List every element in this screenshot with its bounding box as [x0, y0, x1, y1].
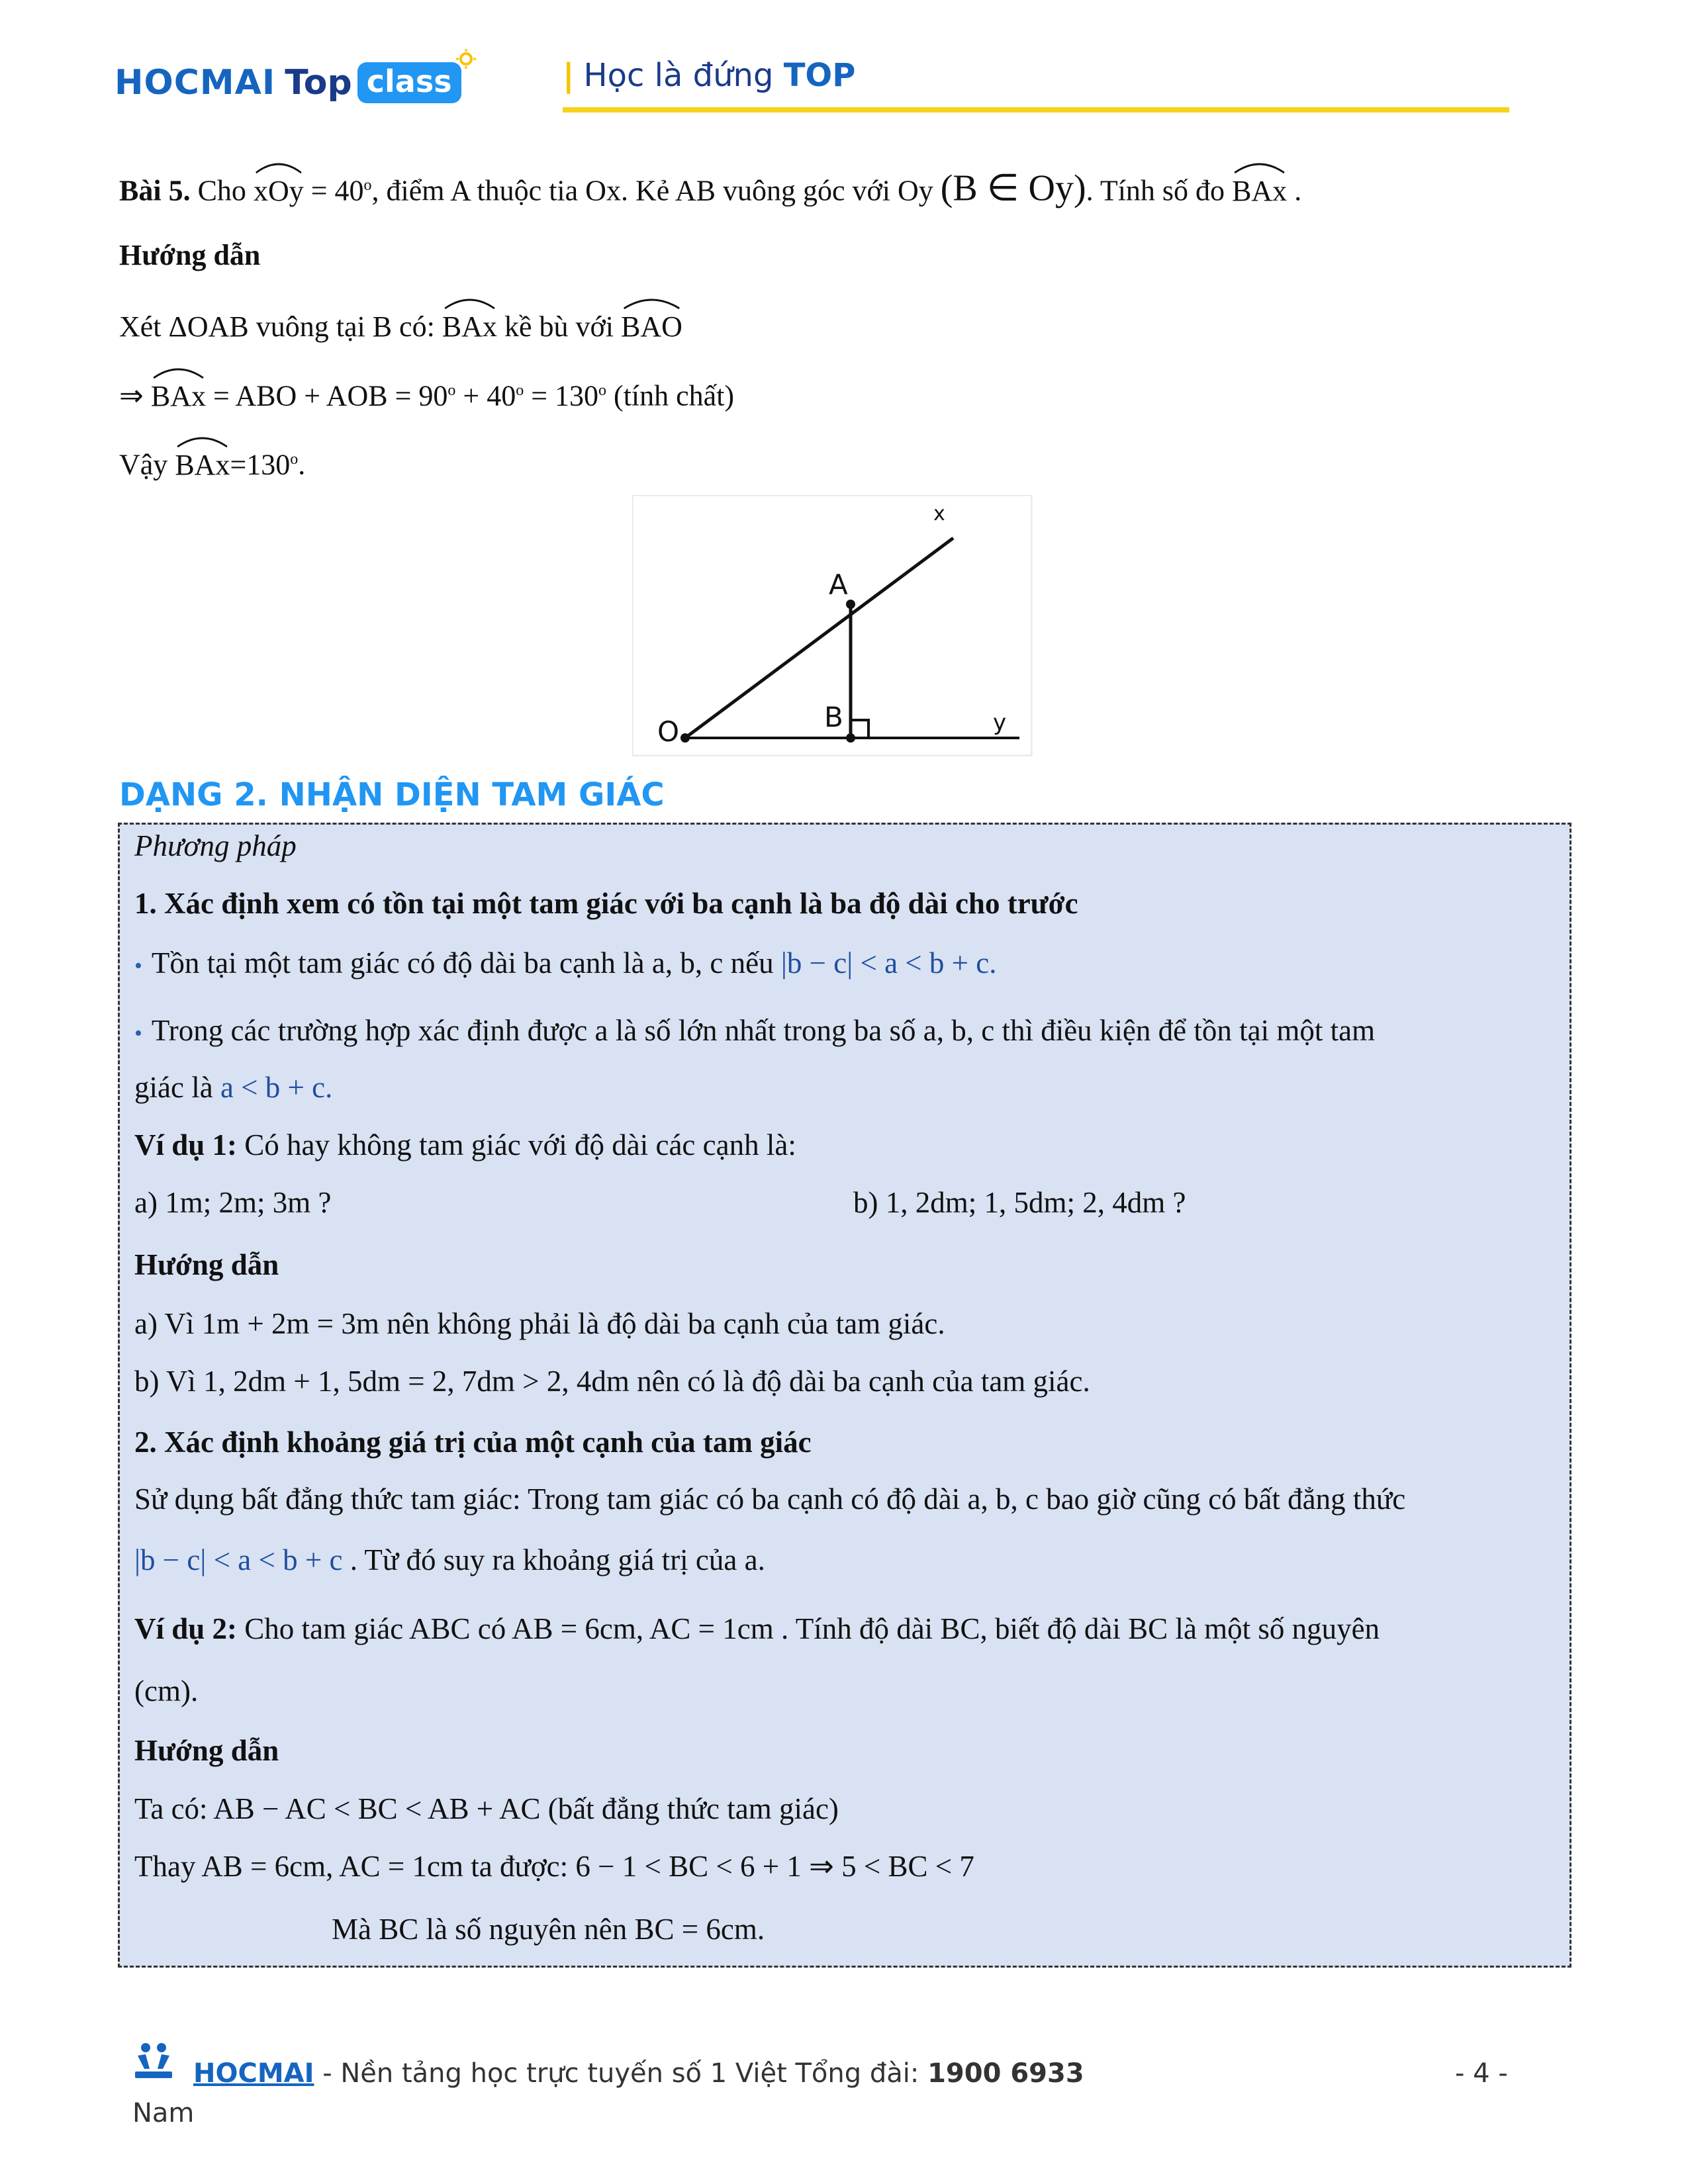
footer-tel-number: 1900 6933 [927, 2058, 1084, 2089]
bai5-label: Bài 5. [119, 174, 191, 207]
footer-tel-label: Tổng đài: [795, 2058, 928, 2089]
angle-BAO [621, 304, 682, 345]
text: Xét ΔOAB vuông tại B có: [119, 310, 442, 343]
angle-BAx [1232, 169, 1287, 210]
label-O: O [657, 715, 680, 748]
sun-icon [456, 49, 476, 69]
example-2-cont: (cm). [134, 1674, 199, 1707]
text: . Tính số đo [1086, 174, 1233, 207]
angle-text: BAx [150, 379, 206, 412]
text: . Từ đó suy ra khoảng giá trị của a. [342, 1543, 765, 1576]
point-O [680, 733, 690, 743]
angle-text: xOy [253, 174, 304, 207]
example-label: Ví dụ 2: [134, 1612, 238, 1645]
example-label: Ví dụ 1: [134, 1128, 238, 1161]
slogan [563, 57, 855, 94]
bullet-2 [134, 1011, 1375, 1053]
slogan-top: TOP [783, 57, 856, 94]
footer-brand-link[interactable]: HOCMAI [193, 2058, 314, 2089]
slogan-bar: | [563, 57, 575, 94]
math: |b − c| < a < b + c. [780, 946, 997, 979]
text: = 130 [524, 379, 599, 412]
solution-2-a: Ta có: AB − AC < BC < AB + AC (bất đẳng thức tam giác) [134, 1792, 839, 1825]
text: = 40 [303, 174, 364, 207]
bai5-problem: Bài 5. Cho xOy = $40^o$, điểm A thuộc tia Ox. Kẻ AB vuông góc với Oy (B ∈ Oy). Tính số đo BAx . [119, 167, 1301, 210]
geometry-figure [632, 495, 1033, 756]
solution-1-a: a) Vì 1m + 2m = 3m nên không phải là độ dài ba cạnh của tam giác. [134, 1307, 945, 1340]
logo-top-text: Top [285, 63, 352, 103]
footer-line2: Nam [132, 2098, 195, 2128]
bai5-step1 [119, 304, 682, 345]
solution-1-b: b) Vì 1, 2dm + 1, 5dm = 2, 7dm > 2, 4dm nên có là độ dài ba cạnh của tam giác. [134, 1365, 1090, 1398]
text: (B ∈ Oy) [940, 167, 1086, 209]
huong-dan-1: Hướng dẫn [134, 1248, 279, 1281]
hocmai-topclass-logo [115, 56, 461, 109]
solution-2-b: Thay AB = 6cm, AC = 1cm ta được: 6 − 1 < BC < 6 + 1 ⇒ 5 < BC < 7 [134, 1850, 974, 1883]
example-2 [134, 1610, 1380, 1648]
example-1 [134, 1126, 796, 1164]
text: Trong các trường hợp xác định được a là số lớn nhất trong ba số a, b, c thì điều kiện để tồn tại một tam [151, 1014, 1376, 1047]
text: Cho tam giác ABC có AB = 6cm, AC = 1cm . Tính độ dài BC, biết độ dài BC là một số nguyên [237, 1612, 1380, 1645]
footer-text: - Nền tảng học trực tuyến số 1 Việt [314, 2058, 796, 2089]
example-1-b: b) 1, 2dm; 1, 5dm; 2, 4dm ? [853, 1186, 1186, 1219]
label-x: x [933, 502, 945, 525]
math: |b − c| < a < b + c [134, 1543, 343, 1576]
method-box [118, 823, 1571, 1968]
angle-BAx [175, 443, 230, 484]
angle-text: BAO [620, 310, 682, 343]
bullet-dot-icon: • [134, 954, 142, 978]
text: + 40 [455, 379, 516, 412]
page-number: - 4 - [1455, 2058, 1508, 2089]
logo-hocmai-text: HOCMAI [115, 63, 276, 103]
solution-2-c: Mà BC là số nguyên nên BC = 6cm. [332, 1913, 765, 1946]
text: =130 [230, 448, 291, 481]
angle-text: BAx [442, 310, 497, 343]
math: a < b + c. [220, 1071, 333, 1104]
section-heading: DẠNG 2. NHẬN DIỆN TAM GIÁC [119, 776, 665, 813]
section2-cont [134, 1541, 765, 1579]
text: . [1287, 174, 1302, 207]
text: . [298, 448, 306, 481]
text: Tồn tại một tam giác có độ dài ba cạnh là a, b, c nếu [151, 946, 781, 979]
text: Vậy [119, 448, 175, 481]
bai5-huong-dan: Hướng dẫn [119, 239, 261, 271]
header-divider [563, 107, 1509, 113]
angle-BAx [151, 374, 206, 415]
section2-text: Sử dụng bất đẳng thức tam giác: Trong tam giác có ba cạnh có độ dài a, b, c bao giờ cũng có bất đẳng thức [134, 1482, 1406, 1516]
hocmai-footer-logo-icon [132, 2038, 175, 2081]
label-A: A [829, 569, 848, 601]
phuong-phap-label: Phương pháp [134, 829, 297, 862]
bai5-step2: ⇒ BAx = ABO + AOB = $90^o + 40^o = 130^o$ (tính chất) [119, 372, 734, 415]
angle-BAx [442, 304, 497, 345]
point-A [846, 600, 855, 609]
text: , điểm A thuộc tia Ox. Kẻ AB vuông góc với Oy [371, 174, 941, 207]
logo-class-badge [357, 62, 461, 103]
logo-class-text: class [366, 64, 452, 99]
footer [193, 2058, 1084, 2089]
example-1-a: a) 1m; 2m; 3m ? [134, 1186, 332, 1219]
slogan-text: Học là đứng [583, 57, 784, 94]
bai5-conclusion: Vậy $BAx=130^o$. [119, 441, 305, 484]
section1-title: 1. Xác định xem có tồn tại một tam giác với ba cạnh là ba độ dài cho trước [134, 887, 1078, 920]
text: giác là [134, 1071, 220, 1104]
angle-text: BAx [1232, 174, 1288, 207]
text: (tính chất) [606, 379, 735, 412]
text: ⇒ [119, 379, 151, 412]
angle-text: BAx [175, 448, 230, 481]
bullet-1 [134, 944, 997, 985]
text: kề bù với [496, 310, 621, 343]
text: = ABO + AOB = 90 [206, 379, 448, 412]
text: Có hay không tam giác với độ dài các cạnh là: [237, 1128, 796, 1161]
text: Cho [190, 174, 254, 207]
angle-xOy [254, 169, 304, 210]
section2-title: 2. Xác định khoảng giá trị của một cạnh của tam giác [134, 1426, 812, 1459]
point-B [846, 733, 855, 743]
ray-Ox [685, 538, 953, 738]
bullet-2-cont [134, 1068, 332, 1107]
label-B: B [824, 701, 843, 733]
huong-dan-2: Hướng dẫn [134, 1734, 279, 1767]
bullet-dot-icon: • [134, 1021, 142, 1046]
label-y: y [993, 709, 1007, 736]
